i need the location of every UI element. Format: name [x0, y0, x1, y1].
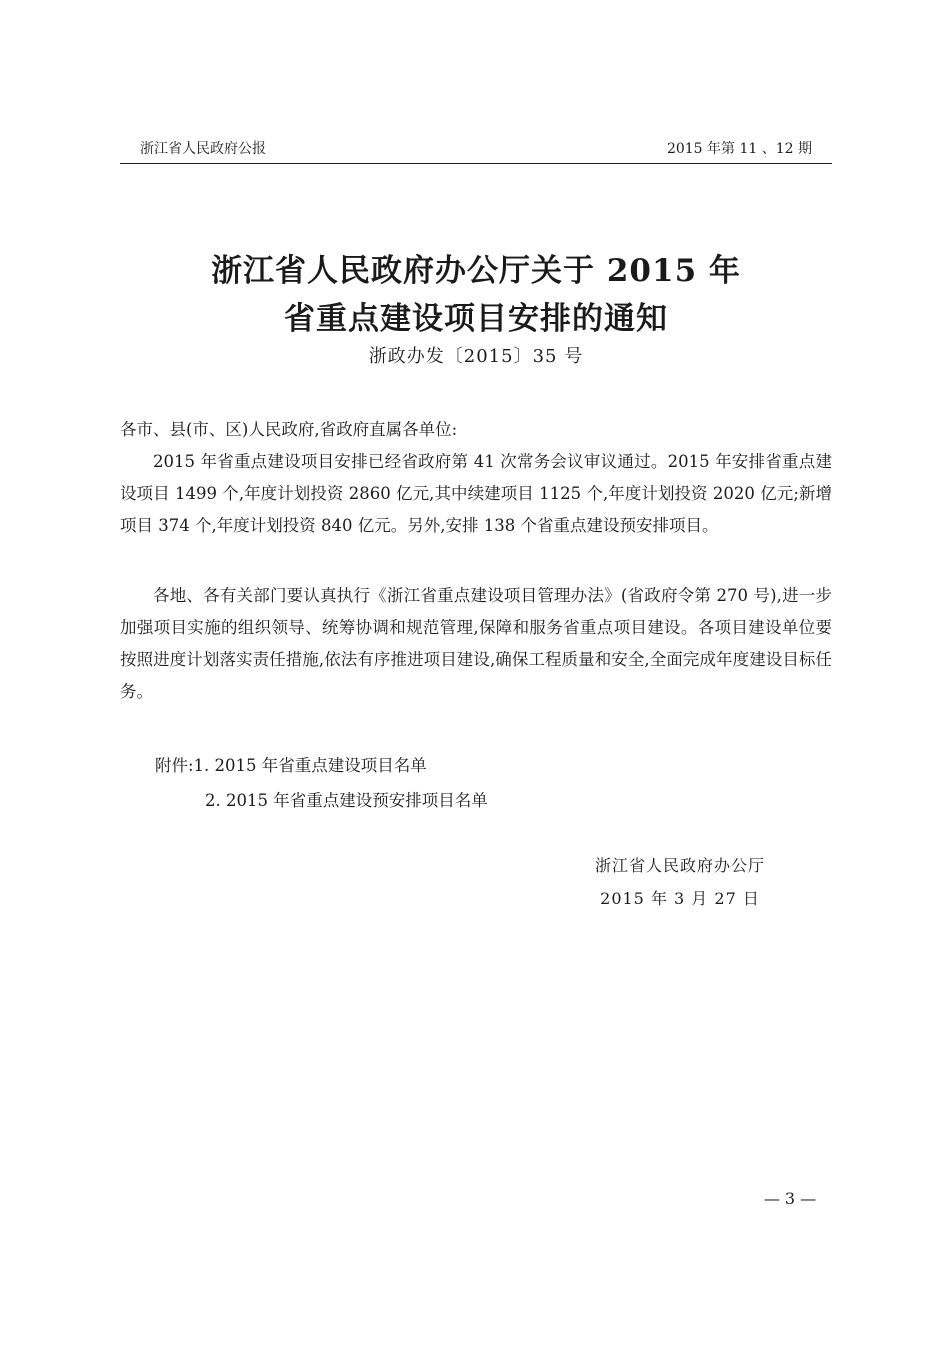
document-number: 浙政办发〔2015〕35 号 [368, 346, 584, 367]
attachment-item-1: 附件:1. 2015 年省重点建设项目名单 [155, 756, 427, 775]
publication-name: 浙江省人民政府公报 [140, 141, 266, 157]
body-paragraph-2: 各地、各有关部门要认真执行《浙江省重点建设项目管理办法》(省政府令第 270 号),进一步加强项目实施的组织领导、统筹协调和规范管理,保障和服务省重点项目建设。各项目建设单位要按照进度计划落实责任措施,依法有序推进项目建设,确保工程质量和安全,全面完成年度建设目标任务。 [120, 586, 832, 701]
body-paragraph-1: 2015 年省重点建设项目安排已经省政府第 41 次常务会议审议通过。2015 年安排省重点建设项目 1499 个,年度计划投资 2860 亿元,其中续建项目 1125 个,年度计划投资 2020 亿元;新增项目 374 个,年度计划投资 840 亿元。另外,安排 138 个省重点建设预安排项目。 [120, 452, 832, 535]
running-header [120, 139, 832, 163]
issuing-office: 浙江省人民政府办公厅 [594, 856, 765, 875]
header-divider [120, 163, 832, 164]
attachment-item-2: 2. 2015 年省重点建设预安排项目名单 [205, 791, 488, 810]
document-title-line-1: 浙江省人民政府办公厅关于 2015 年 [211, 253, 741, 289]
page-number: — 3 — [763, 1189, 817, 1208]
issue-date: 2015 年 3 月 27 日 [600, 889, 760, 908]
salutation: 各市、县(市、区)人民政府,省政府直属各单位: [120, 420, 458, 439]
document-title-line-2: 省重点建设项目安排的通知 [284, 301, 668, 337]
issue-number: 2015 年第 11 、12 期 [666, 141, 812, 157]
